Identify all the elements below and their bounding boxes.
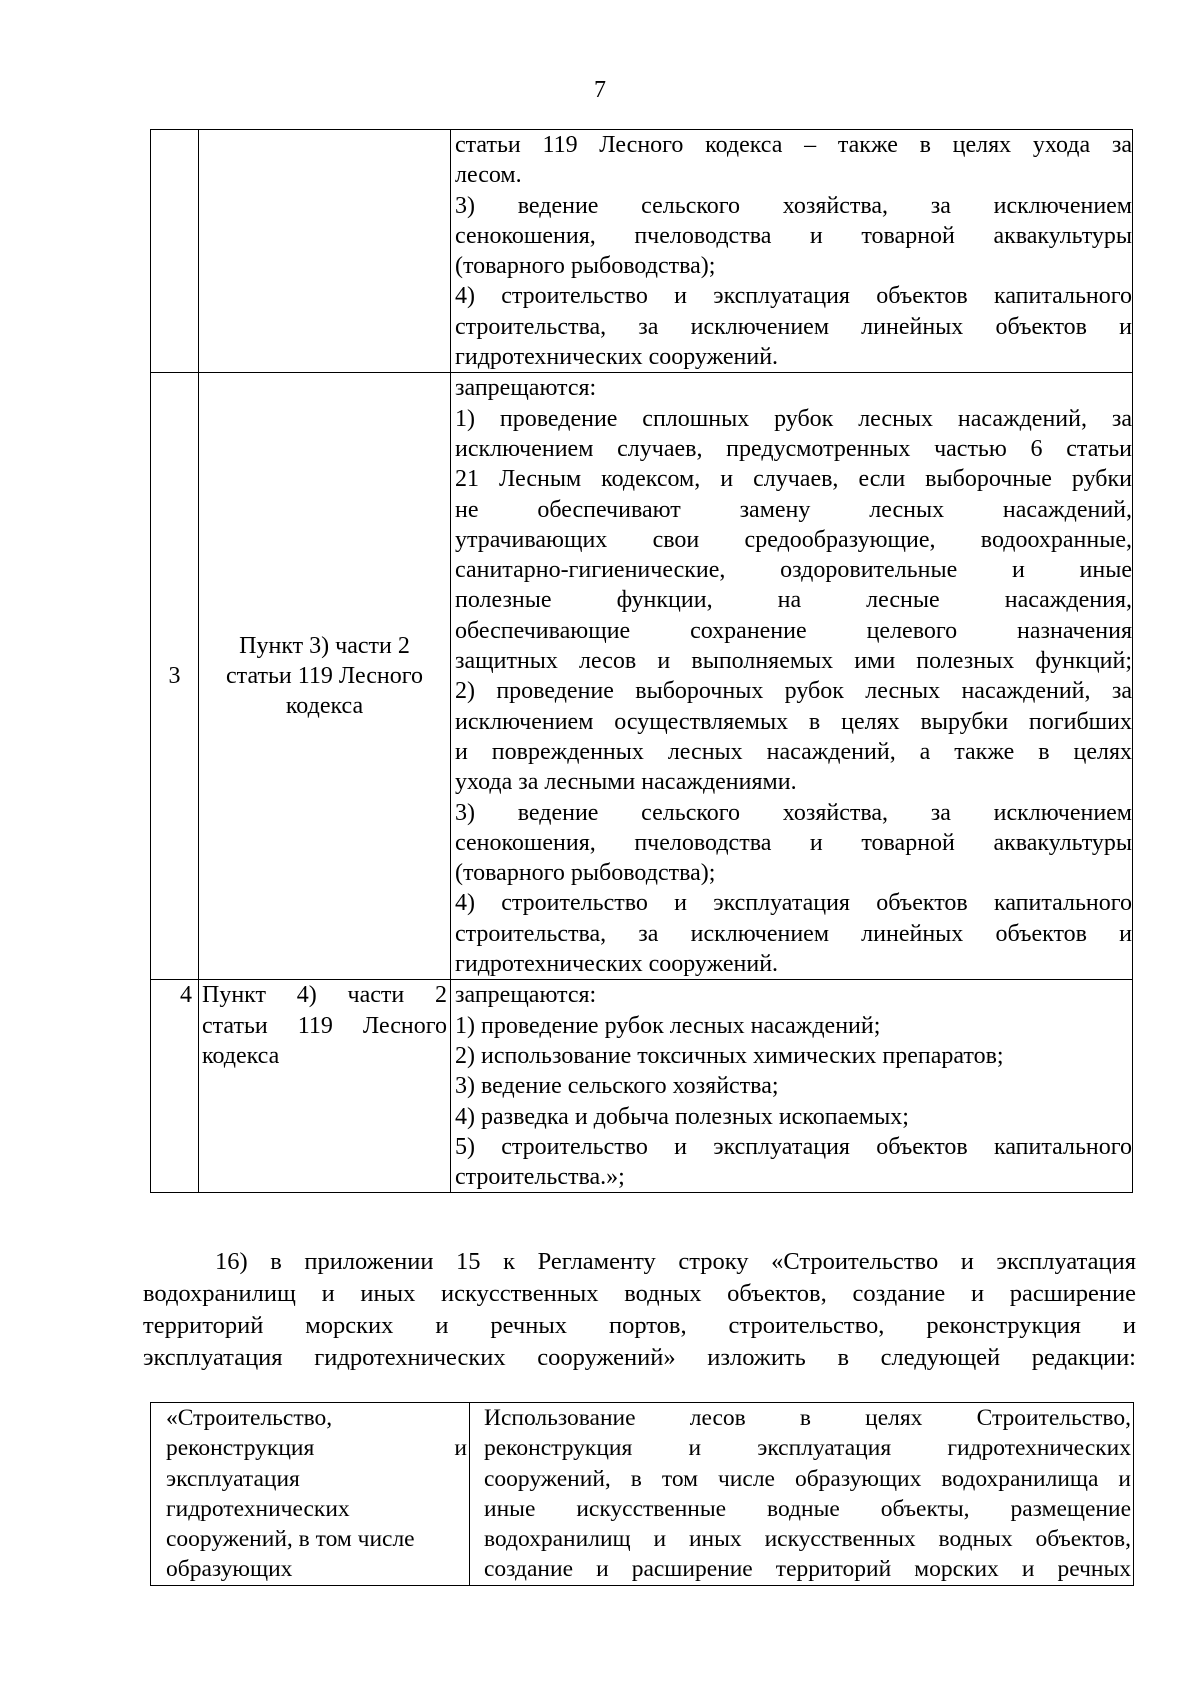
restrictions-table	[150, 129, 1133, 1193]
text-line: реконструкция и	[166, 1435, 467, 1462]
basis-line: статьи 119 Лесного	[202, 1012, 447, 1039]
text-line: образующих	[166, 1556, 293, 1583]
text-line: не обеспечивают замену лесных насаждений,	[455, 496, 1132, 523]
text-line: сенокошения, пчеловодства и товарной аквакультуры	[455, 222, 1132, 249]
text-line: исключением осуществляемых в целях вырубки погибших	[455, 708, 1132, 735]
text-line: сооружений, в том числе	[166, 1526, 415, 1553]
text-line: Использование лесов в целях Строительство,	[484, 1405, 1131, 1431]
text-line: 5) строительство и эксплуатация объектов капитального	[455, 1133, 1132, 1160]
text-line: 2) использование токсичных химических препаратов;	[455, 1042, 1004, 1069]
restrictions-cell	[451, 373, 1133, 980]
text-line: защитных лесов и выполняемых ими полезных функций;	[455, 648, 1132, 675]
basis-line: кодекса	[202, 1042, 280, 1069]
restrictions-cell	[451, 980, 1133, 1193]
text-line: реконструкция и эксплуатация гидротехнических	[484, 1435, 1131, 1462]
text-line: 4) строительство и эксплуатация объектов капитального	[455, 890, 1132, 917]
text-line: иные искусственные водные объекты, размещение	[484, 1495, 1131, 1522]
text-line: строительства.»;	[455, 1164, 625, 1191]
text-line: (товарного рыбоводства);	[455, 253, 716, 280]
text-line: (товарного рыбоводства);	[455, 860, 716, 887]
text-line: «Строительство,	[166, 1405, 333, 1431]
text-line: водохранилищ и иных искусственных водных объектов,	[484, 1526, 1131, 1553]
text-line: 4) разведка и добыча полезных ископаемых;	[455, 1103, 909, 1130]
text-line: гидротехнических сооружений.	[455, 951, 779, 978]
paragraph-line: эксплуатация гидротехнических сооружений» изложить в следующей редакции:	[143, 1344, 1136, 1371]
paragraph-line: территорий морских и речных портов, строительство, реконструкция и	[143, 1312, 1136, 1339]
text-line: запрещаются:	[455, 982, 597, 1009]
restrictions-cell	[451, 130, 1133, 373]
text-line: полезные функции, на лесные насаждения,	[455, 587, 1132, 614]
basis-cell	[199, 373, 451, 980]
paragraph-line: водохранилищ и иных искусственных водных объектов, создание и расширение	[143, 1280, 1136, 1307]
basis-cell	[199, 130, 451, 373]
text-line: лесом.	[455, 162, 522, 189]
text-line: сенокошения, пчеловодства и товарной аквакультуры	[455, 829, 1132, 856]
text-line: утрачивающих свои средообразующие, водоохранные,	[455, 526, 1132, 553]
text-line: создание и расширение территорий морских и речных	[484, 1556, 1131, 1583]
text-line: гидротехнических	[166, 1495, 350, 1522]
text-line: и поврежденных лесных насаждений, а также в целях	[455, 738, 1132, 765]
text-line: 21 Лесным кодексом, и случаев, если выборочные рубки	[455, 466, 1132, 493]
text-line: исключением случаев, предусмотренных частью 6 статьи	[455, 435, 1132, 462]
table-row	[151, 1403, 1134, 1586]
text-line: гидротехнических сооружений.	[455, 344, 779, 371]
text-line: 3) ведение сельского хозяйства, за исключением	[455, 799, 1132, 826]
text-line: 1) проведение рубок лесных насаждений;	[455, 1012, 881, 1039]
text-line: эксплуатация	[166, 1465, 300, 1492]
basis-line: Пункт 4) части 2	[202, 982, 447, 1009]
paragraph-line: 16) в приложении 15 к Регламенту строку «Строительство и эксплуатация	[215, 1248, 1136, 1275]
row-number-cell: 3	[151, 373, 199, 980]
text-line: 1) проведение сплошных рубок лесных насаждений, за	[455, 405, 1132, 432]
table-row-continued	[151, 130, 1133, 373]
basis-text: Пункт 3) части 2 статьи 119 Лесного кодекса	[226, 633, 423, 720]
row-number-cell	[151, 130, 199, 373]
basis-cell	[199, 980, 451, 1193]
activity-cell	[151, 1403, 470, 1586]
text-line: 3) ведение сельского хозяйства;	[455, 1073, 779, 1100]
text-line: 4) строительство и эксплуатация объектов капитального	[455, 283, 1132, 310]
text-line: запрещаются:	[455, 375, 597, 402]
text-line: 2) проведение выборочных рубок лесных насаждений, за	[455, 678, 1132, 705]
text-line: обеспечивающие сохранение целевого назначения	[455, 617, 1132, 644]
table-row-3	[151, 373, 1133, 980]
text-line: ухода за лесными насаждениями.	[455, 769, 797, 796]
text-line: сооружений, в том числе образующих водохранилища и	[484, 1465, 1131, 1492]
text-line: 3) ведение сельского хозяйства, за исключением	[455, 192, 1132, 219]
new-row-table	[150, 1402, 1134, 1586]
table-row-4	[151, 980, 1133, 1193]
text-line: строительства, за исключением линейных объектов и	[455, 313, 1132, 340]
description-cell	[470, 1403, 1134, 1586]
text-line: статьи 119 Лесного кодекса – также в целях ухода за	[455, 132, 1132, 158]
text-line: строительства, за исключением линейных объектов и	[455, 920, 1132, 947]
row-number-cell: 4	[151, 980, 199, 1193]
amendment-paragraph	[143, 1246, 1136, 1374]
page-number: 7	[594, 77, 606, 103]
text-line: санитарно-гигиенические, оздоровительные и иные	[455, 557, 1132, 584]
